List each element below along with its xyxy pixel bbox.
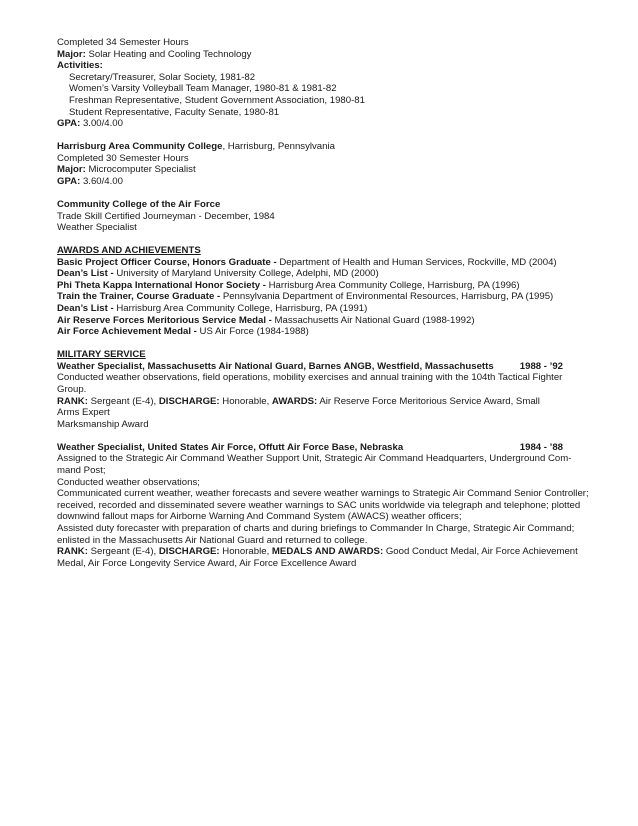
gpa-value: 3.00/4.00: [82, 118, 123, 130]
job-dates: 1988 - ’92: [519, 360, 563, 372]
school-location: , Harrisburg, Pennsylvania: [222, 141, 335, 153]
job-title: Weather Specialist, Massachusetts Air National Guard, Barnes ANGB, Westfield, Massachusetts: [57, 360, 494, 372]
award-item: Train the Trainer, Course Graduate - Pennsylvania Department of Environmental Resources, Harrisburg, PA (1995): [57, 291, 554, 303]
job-rank-line: RANK: Sergeant (E-4), DISCHARGE: Honorable, AWARDS: Air Reserve Force Meritorious Service Award, Small Arms Expert Marksmanship Award: [57, 395, 540, 430]
awards-heading: AWARDS AND ACHIEVEMENTS: [57, 245, 201, 257]
gpa-line: [57, 176, 563, 188]
gpa-line: [57, 118, 563, 130]
job-description: Conducted weather observations, field operations, mobility exercises and annual training with the 104th Tactical Fighter Group.: [57, 372, 563, 395]
activities-label: Activities:: [57, 60, 103, 72]
major-value: Microcomputer Specialist: [88, 164, 196, 176]
award-item: Air Force Achievement Medal - US Air Force (1984-1988): [57, 326, 309, 338]
military-heading: MILITARY SERVICE: [57, 349, 146, 361]
job-rank-line: RANK: Sergeant (E-4), DISCHARGE: Honorable, MEDALS AND AWARDS: Good Conduct Medal, Air Force Achievement: [57, 546, 578, 558]
major-label: Major:: [57, 164, 86, 176]
award-item: Dean’s List - University of Maryland University College, Adelphi, MD (2000): [57, 268, 379, 280]
job-description: Assigned to the Strategic Air Command Weather Support Unit, Strategic Air Command Headquarters, Underground Com- mand Post; Conducted weather observations; Communicated current weather, weather forecasts and severe weather warnings to Strategic Air Command Senior Controller; received, recorded and disseminated severe weather warnings to SAC units worldwide via telegraph and telephone; plotted downwind fallout maps for Airborne Warning And Command System (AWACS) weather officers; Assisted duty forecaster with preparation of charts and during briefings to Commander In Charge, Strategic Air Command; enlisted in the Massachusetts Air National Guard and returned to college.: [57, 453, 589, 546]
activity-item: Secretary/Treasurer, Solar Society, 1981-82: [69, 71, 256, 83]
specialty-line: Weather Specialist: [57, 222, 137, 234]
major-line: [57, 164, 563, 176]
major-value: Solar Heating and Cooling Technology: [88, 48, 252, 60]
award-item: Basic Project Officer Course, Honors Graduate - Department of Health and Human Services, Rockville, MD (2004): [57, 256, 557, 268]
award-item: Phi Theta Kappa International Honor Society - Harrisburg Area Community College, Harrisburg, PA (1996): [57, 279, 520, 291]
semester-hours: Completed 34 Semester Hours: [57, 37, 189, 48]
major-line: [57, 49, 563, 61]
activity-item: Women’s Varsity Volleyball Team Manager, 1980-81 & 1981-82: [69, 83, 337, 95]
certification-line: Trade Skill Certified Journeyman - December, 1984: [57, 210, 275, 222]
gpa-value: 3.60/4.00: [82, 175, 123, 187]
major-label: Major:: [57, 48, 86, 60]
school-line: [57, 141, 563, 153]
job-dates: 1984 - ’88: [519, 441, 563, 453]
gpa-label: GPA:: [57, 118, 81, 130]
activity-item: Freshman Representative, Student Government Association, 1980-81: [69, 94, 365, 106]
activity-item: Student Representative, Faculty Senate, 1980-81: [69, 106, 280, 118]
job-title: Weather Specialist, United States Air Force, Offutt Air Force Base, Nebraska: [57, 441, 404, 453]
semester-hours: Completed 30 Semester Hours: [57, 152, 189, 164]
award-item: Dean’s List - Harrisburg Area Community College, Harrisburg, PA (1991): [57, 303, 368, 315]
award-item: Air Reserve Forces Meritorious Service Medal - Massachusetts Air National Guard (1988-1992): [57, 314, 475, 326]
school-name: Harrisburg Area Community College: [57, 141, 223, 153]
school-name: Community College of the Air Force: [57, 198, 221, 210]
resume-content: Completed 34 Semester Hours Major: Solar Heating and Cooling Technology Activities: Secretary/Treasurer, Solar Society, 1981-82 Women’s Varsity Volleyball Team Manager, 1980-81 & 1981-82 Freshman Representative, Student Government Association, 1980-81 Student Representative, Faculty Senate, 1980-81 GPA: 3.00/4.00 Harrisburg Area Community College, Harrisburg, Pennsylvania Completed 30 Semester Hours Major: Microcomputer Specialist GPA: 3.60/4.00 Community College of the Air Force Trade Skill Certified Journeyman - December, 1984 Weather Specialist AWARDS AND ACHIEVEMENTS Basic Project Officer Course, Honors Graduate - Department of Health and Human Services, Rockville, MD (2004) Dean’s List - University of Maryland University College, Adelphi, MD (2000) Phi Theta Kappa International Honor Society - Harrisburg Area Community College, Harrisburg, PA (1996) Train the Trainer, Course Graduate - Pennsylvania Department of Environmental Resources, Harrisburg, PA (1995) Dean’s List - Harrisburg Area Community College, Harrisburg, PA (1991) Air Reserve Forces Meritorious Service Medal - Massachusetts Air National Guard (1988-1992) Air Force Achievement Medal - US Air Force (1984-1988) MILITARY SERVICE Weather Specialist, Massachusetts Air National Guard, Barnes ANGB, Westfield, Massachusetts 1988 - ’92 Conducted weather observations, field operations, mobility exercises and annual training with the 104th Tactical Fighter Group. RANK: Sergeant (E-4), DISCHARGE: Honorable, AWARDS: Air Reserve Force Meritorious Service Award, Small Arms Expert Marksmanship Award Weather Specialist, United States Air Force, Offutt Air Force Base, Nebraska 1984 - ’88 Assigned to the Strategic Air Command Weather Support Unit, Strategic Air Command Headquarters, Underground Com- mand Post; Conducted weather observations; Communicated current weather, weather forecasts and severe weather warnings to Strategic Air Command Senior Controller; received, recorded and disseminated severe weather warnings to SAC units worldwide via telegraph and telephone; plotted downwind fallout maps for Airborne Warning And Command System (AWACS) weather officers; Assisted duty forecaster with preparation of charts and during briefings to Commander In Charge, Strategic Air Command; enlisted in the Massachusetts Air National Guard and returned to college. RANK: Sergeant (E-4), DISCHARGE: Honorable, MEDALS AND AWARDS: Good Conduct Medal, Air Force Achievement Medal, Air Force Longevity Service Award, Air Force Excellence Award: [57, 37, 589, 569]
job-header: [57, 361, 563, 373]
gpa-label: GPA:: [57, 175, 81, 187]
job-header: [57, 442, 563, 454]
